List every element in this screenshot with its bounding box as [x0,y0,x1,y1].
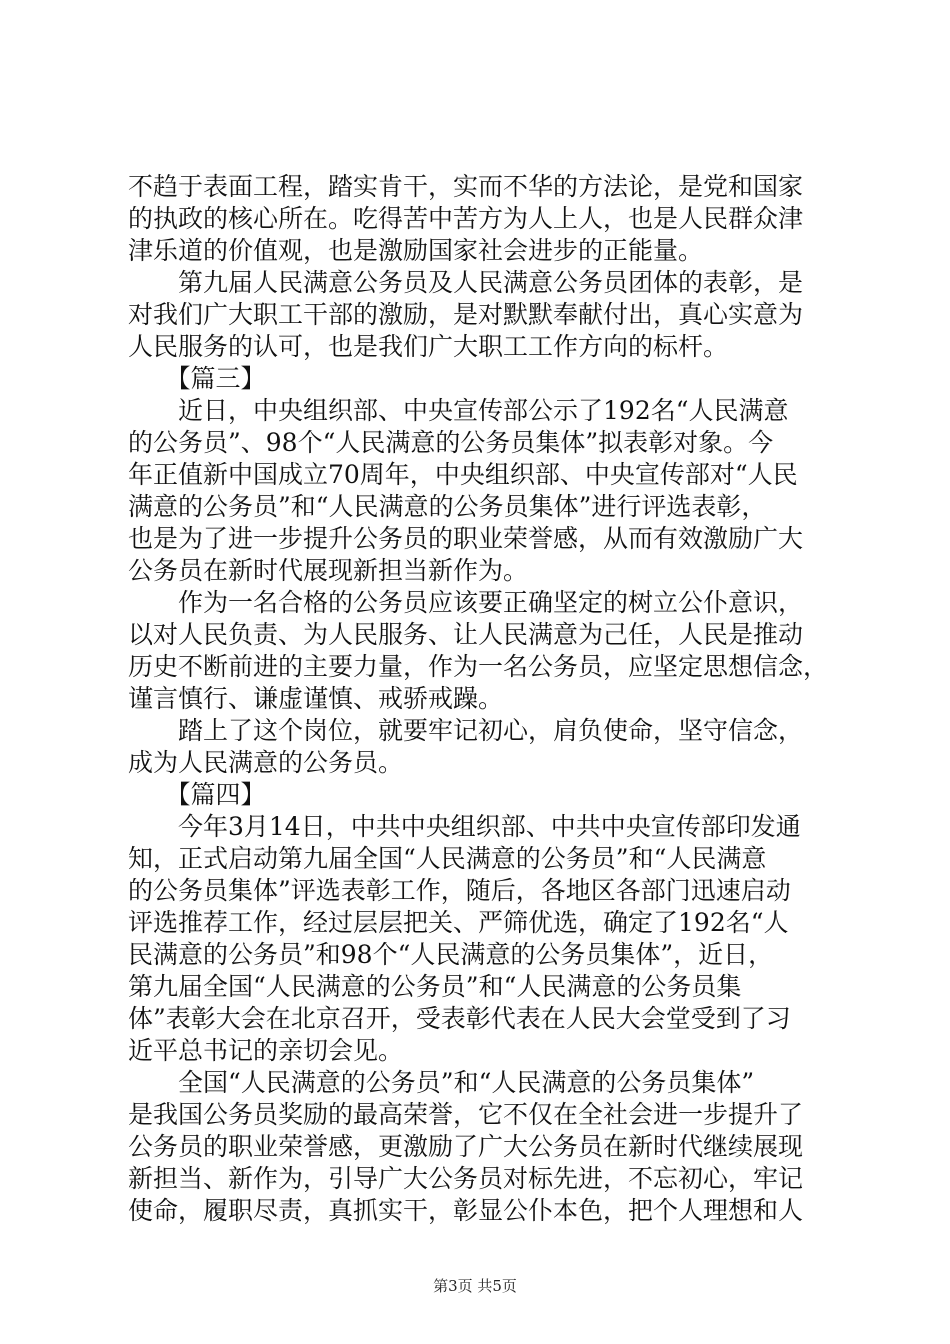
text-line: 近平总书记的亲切会见。 [128,1036,404,1065]
text-line: 的执政的核心所在。吃得苦中苦方为人上人，也是人民群众津 [128,204,804,233]
text-line: 成为人民满意的公务员。 [128,748,404,777]
text-line: 公务员的职业荣誉感，更激励了广大公务员在新时代继续展现 [128,1132,804,1161]
text-line: 第九届全国“人民满意的公务员”和“人民满意的公务员集 [128,972,742,1001]
text-line: 新担当、新作为，引导广大公务员对标先进，不忘初心，牢记 [128,1164,804,1193]
text-line: 谨言慎行、谦虚谨慎、戒骄戒躁。 [128,684,504,713]
text-line: 津乐道的价值观，也是激励国家社会进步的正能量。 [128,236,704,265]
text-line: 的公务员集体”评选表彰工作，随后，各地区各部门迅速启动 [128,876,791,905]
text-line: 民满意的公务员”和98个“人民满意的公务员集体”，近日， [128,940,774,969]
text-line: 对我们广大职工干部的激励，是对默默奉献付出，真心实意为 [128,300,804,329]
text-line: 使命，履职尽责，真抓实干，彰显公仆本色，把个人理想和人 [128,1196,804,1225]
text-line: 第九届人民满意公务员及人民满意公务员团体的表彰，是 [128,268,804,297]
text-line: 评选推荐工作，经过层层把关、严筛优选，确定了192名“人 [128,908,789,937]
text-line: 全国“人民满意的公务员”和“人民满意的公务员集体” [128,1068,755,1097]
text-line: 作为一名合格的公务员应该要正确坚定的树立公仆意识， [128,588,804,617]
text-line: 公务员在新时代展现新担当新作为。 [128,556,529,585]
text-line: 踏上了这个岗位，就要牢记初心，肩负使命，坚守信念， [128,716,804,745]
text-line: 满意的公务员”和“人民满意的公务员集体”进行评选表彰， [128,492,767,521]
text-line: 的公务员”、98个“人民满意的公务员集体”拟表彰对象。今 [128,428,774,457]
text-line: 体”表彰大会在北京召开，受表彰代表在人民大会堂受到了习 [128,1004,791,1033]
text-line: 以对人民负责、为人民服务、让人民满意为己任，人民是推动 [128,620,804,649]
text-line: 知，正式启动第九届全国“人民满意的公务员”和“人民满意 [128,844,767,873]
text-line: 今年3月14日，中共中央组织部、中共中央宣传部印发通 [128,812,801,841]
text-line: 是我国公务员奖励的最高荣誉，它不仅在全社会进一步提升了 [128,1100,804,1129]
text-line: 也是为了进一步提升公务员的职业荣誉感，从而有效激励广大 [128,524,804,553]
section-heading: 【篇三】 [128,364,266,393]
section-heading: 【篇四】 [128,780,266,809]
text-line: 不趋于表面工程，踏实肯干，实而不华的方法论，是党和国家 [128,172,804,201]
text-line: 年正值新中国成立70周年，中央组织部、中央宣传部对“人民 [128,460,798,489]
page-number-footer: 第3页 共5页 [433,1277,517,1295]
text-line: 人民服务的认可，也是我们广大职工工作方向的标杆。 [128,332,729,361]
text-line: 历史不断前进的主要力量，作为一名公务员，应坚定思想信念， [128,652,829,681]
text-line: 近日，中央组织部、中央宣传部公示了192名“人民满意 [128,396,789,425]
